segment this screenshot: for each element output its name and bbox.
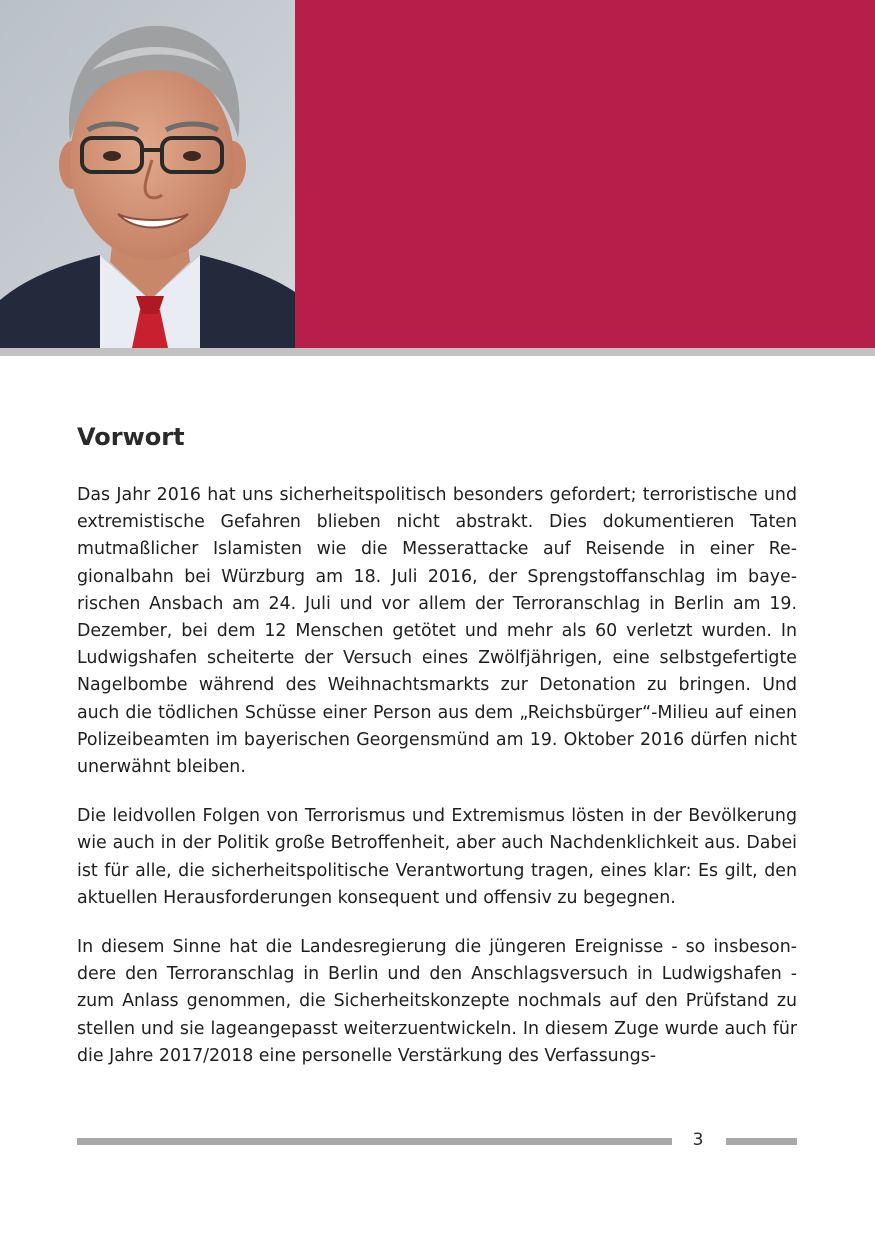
page-footer: [77, 1128, 797, 1152]
paragraph-3: In diesem Sinne hat die Landesregierung die jüngeren Ereignisse - so insbesondere den Terroranschlag in Berlin und den Anschlagsversuch in Ludwigshafen - zum Anlass genommen, die Sicherheitskonzepte nochmals auf den Prüfstand zu stellen und sie lageangepasst weiterzuentwickeln. In diesem Zuge wurde auch für die Jahre 2017/2018 eine personelle Verstärkung des Verfassungs-: [77, 937, 797, 1066]
portrait-photo: [0, 0, 295, 348]
header-accent-block: [295, 0, 875, 348]
portrait-illustration: [0, 0, 295, 348]
paragraph-2: Die leidvollen Folgen von Terrorismus und Extremismus lösten in der Bevölkerung wie auch in der Politik große Betroffenheit, aber auch Nachdenklichkeit aus. Dabei ist für alle, die sicherheitspolitische Verantwortung tragen, eines klar: Es gilt, den aktuellen Herausforderungen konsequent und offensiv zu begegnen.: [77, 806, 797, 908]
page-header: [0, 0, 875, 348]
footer-bar-left: [77, 1138, 672, 1145]
paragraph-1: Das Jahr 2016 hat uns sicherheitspolitisch besonders gefordert; terroristische und extremistische Gefahren blieben nicht abstrakt. Dies dokumentieren Taten mutmaßlicher Islamisten wie die Messerattacke auf Reisende in einer Regionalbahn bei Würzburg am 18. Juli 2016, der Sprengstoffanschlag im bayerischen Ansbach am 24. Juli und vor allem der Terroranschlag in Berlin am 19. Dezember, bei dem 12 Menschen getötet und mehr als 60 verletzt wurden. In Ludwigshafen scheiterte der Versuch eines Zwölfjährigen, eine selbstgefertigte Nagelbombe während des Weihnachtsmarkts zur Detonation zu bringen. Und auch die tödlichen Schüsse einer Person aus dem „Reichsbürger“-Milieu auf einen Polizeibeamten im bayerischen Georgensmünd am 19. Oktober 2016 dürfen nicht unerwähnt bleiben.: [77, 485, 797, 778]
page-number: 3: [692, 1130, 704, 1150]
page-title: Vorwort: [77, 423, 185, 451]
article: [77, 418, 797, 1092]
footer-bar-right: [726, 1138, 797, 1145]
header-divider: [0, 348, 875, 356]
